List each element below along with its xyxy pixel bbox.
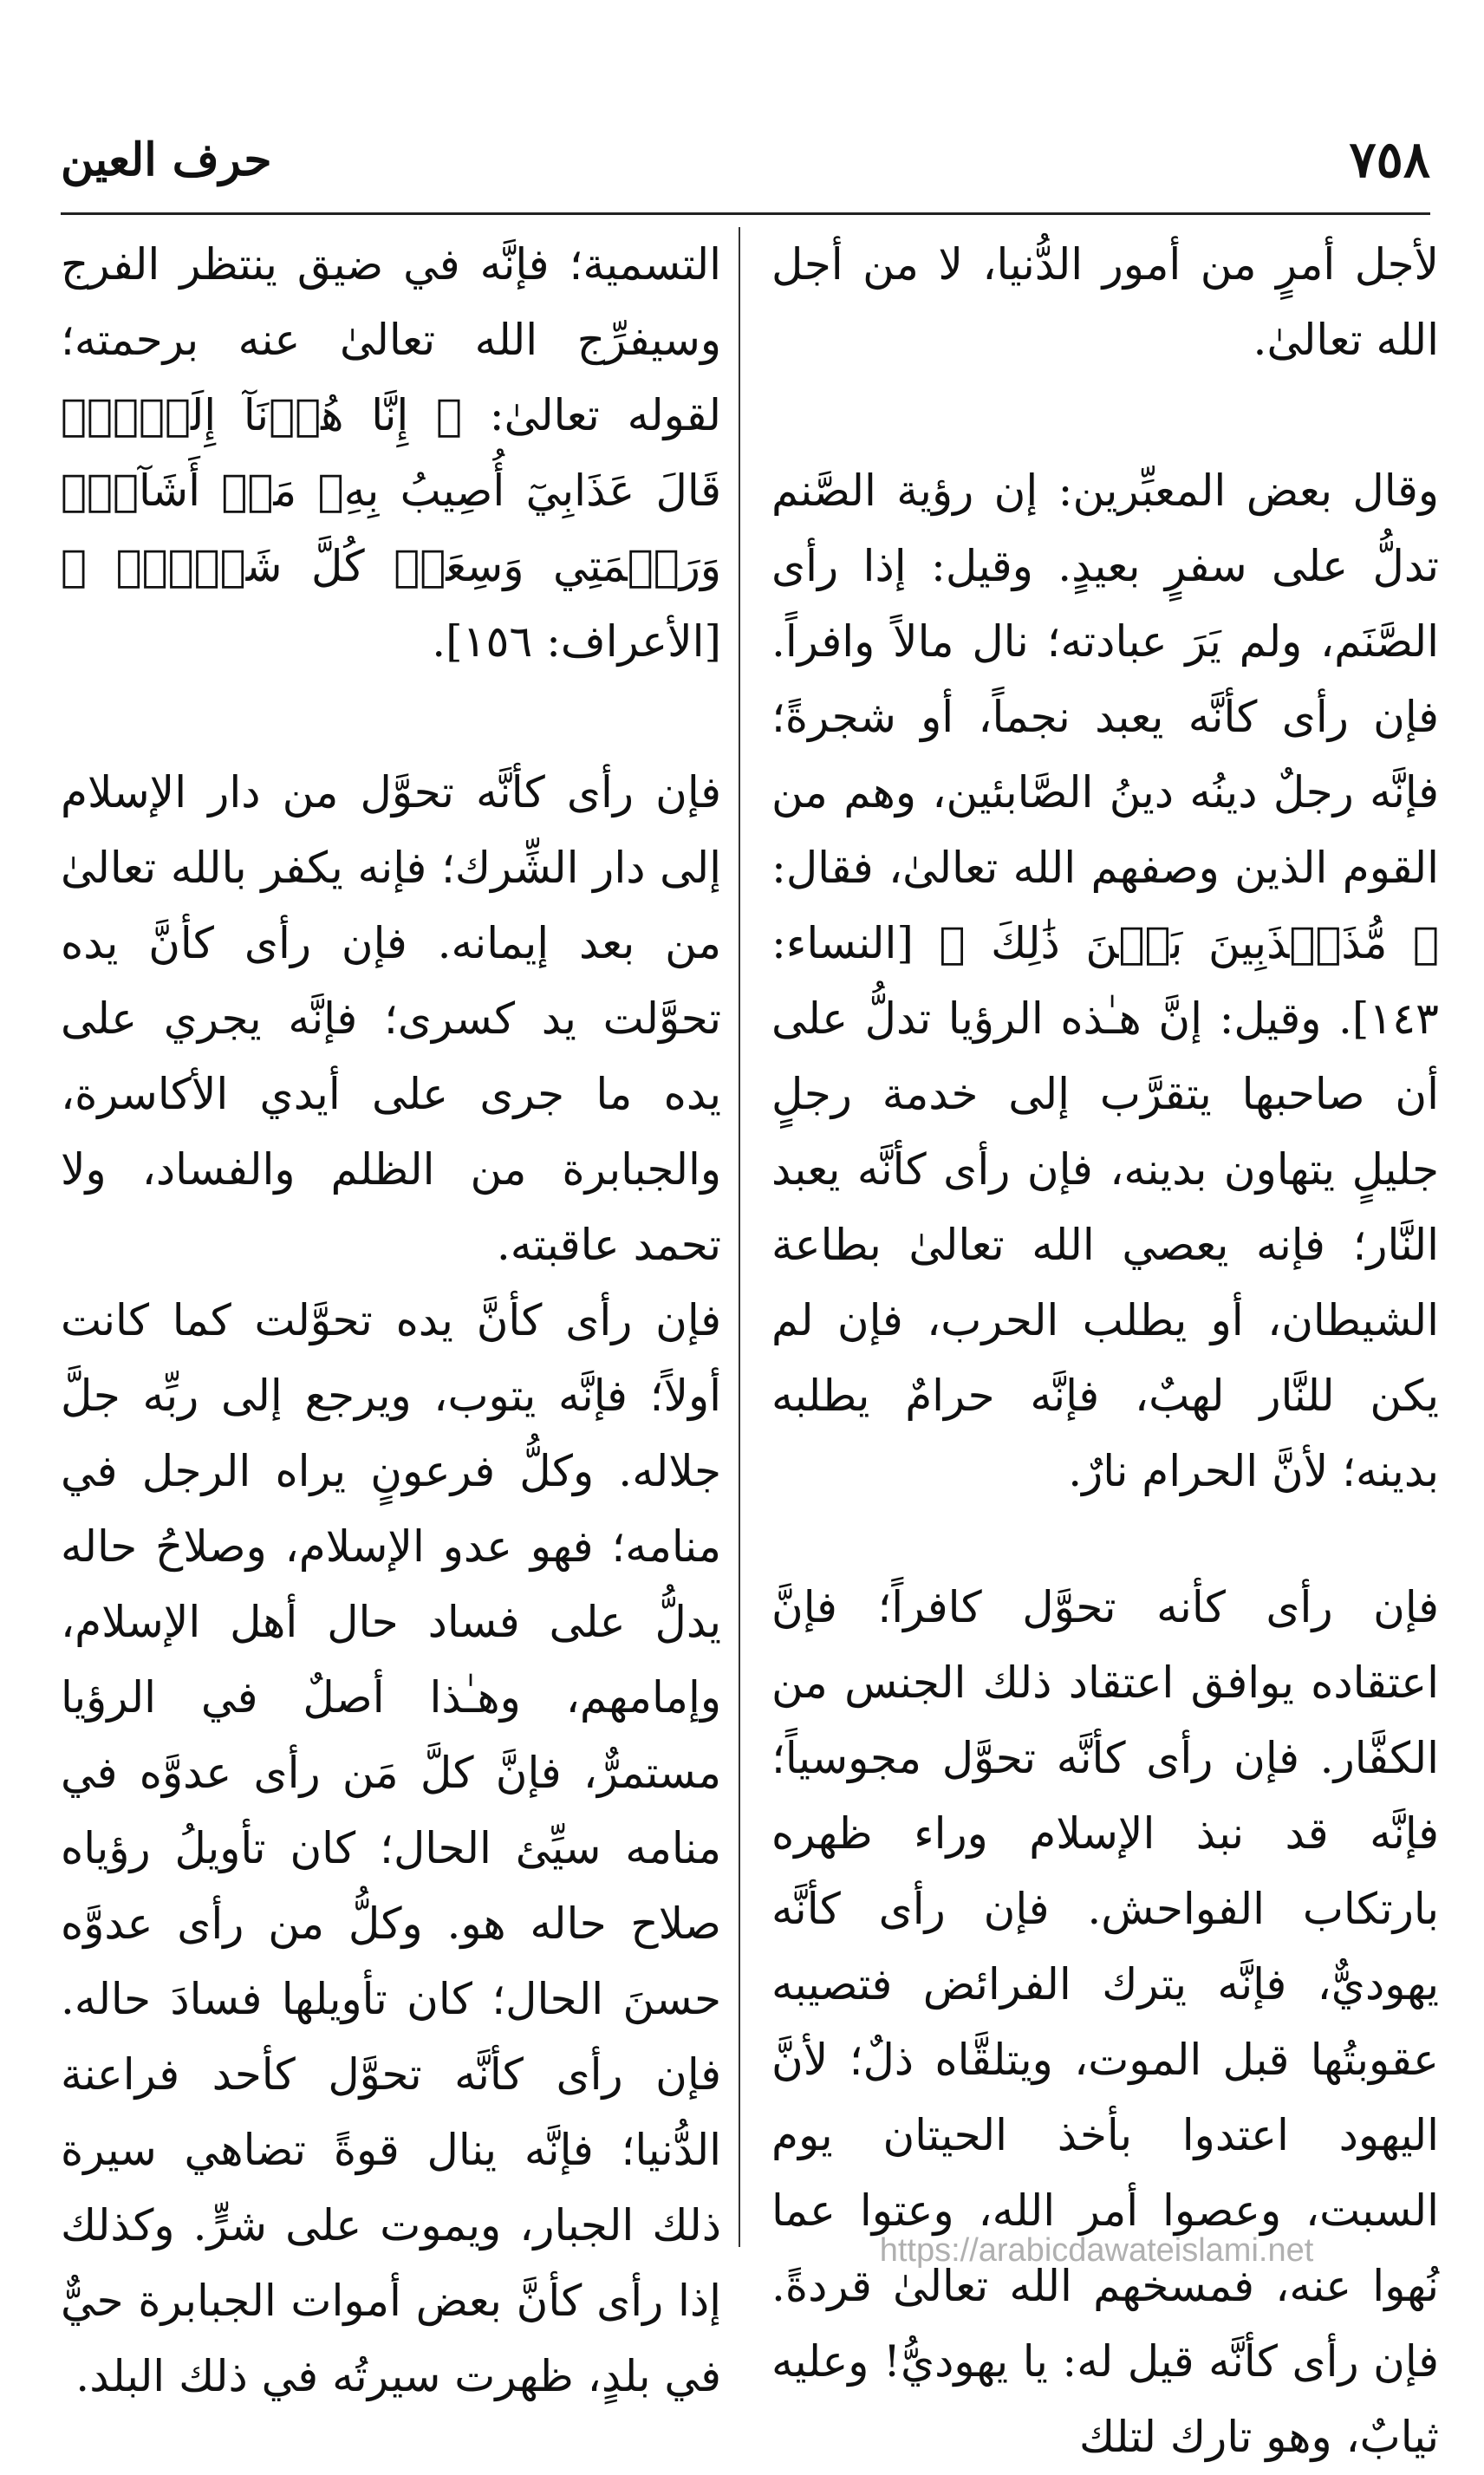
paragraph: فإن رأى كأنَّه تحوَّل من دار الإسلام إلى دار الشِّرك؛ فإنه يكفر بالله تعالىٰ من بعد إيمانه. فإن رأى كأنَّ يده تحوَّلت يد كسرى؛ فإنَّه يجري على يده ما جرى على أيدي الأكاسرة، والجبابرة من الظلم والفساد، ولا تحمد عاقبته. (61, 767, 721, 1270)
watermark-url: https://arabicdawateislami.net (879, 2232, 1314, 2269)
paragraph: فإن رأى كأنَّ يده تحوَّلت كما كانت أولاً؛ فإنَّه يتوب، ويرجع إلى ربِّه جلَّ جلاله. وكلُّ فرعونٍ يراه الرجل في منامه؛ فهو عدو الإسلام، وصلاحُ حاله يدلُّ على فساد حال أهل الإسلام، وإمامهم، وهـٰذا أصلٌ في الرؤيا مستمرٌّ، فإنَّ كلَّ مَن رأى عدوَّه في منامه سيِّئ الحال؛ كان تأويلُ رؤياه صلاح حاله هو. وكلُّ من رأى عدوَّه حسنَ الحال؛ كان تأويلها فسادَ حاله. فإن رأى كأنَّه تحوَّل كأحد فراعنة الدُّنيا؛ فإنَّه ينال قوةً تضاهي سيرة ذلك الجبار، ويموت على شرٍّ. وكذلك إذا رأى كأنَّ بعض أموات الجبابرة حيٌّ في بلدٍ، ظهرت سيرتُه في ذلك البلد. (61, 1295, 721, 2401)
paragraph-gap (61, 680, 721, 755)
paragraph: التسمية؛ فإنَّه في ضيق ينتظر الفرج وسيفرِّج الله تعالىٰ عنه برحمته؛ لقوله تعالىٰ: ﴿ إِنَّا هُدۡنَآ إِلَيۡكَۚ قَالَ عَذَابِيٓ أُصِيبُ بِهِۦ مَنۡ أَشَآءُۖ وَرَحۡمَتِي وَسِعَتۡ كُلَّ شَيۡءٖۚ ﴾ [الأعراف: ١٥٦]. (61, 239, 721, 667)
right-column (771, 227, 1439, 2475)
paragraph-gap (771, 1509, 1439, 1570)
paragraph: فإن رأى كأنه تحوَّل كافراً؛ فإنَّ اعتقاده يوافق اعتقاد ذلك الجنس من الكفَّار. فإن رأى كأنَّه تحوَّل مجوسياً؛ فإنَّه قد نبذ الإسلام وراء ظهره بارتكاب الفواحش. فإن رأى كأنَّه يهوديٌّ، فإنَّه يترك الفرائض فتصيبه عقوبتُها قبل الموت، ويتلقَّاه ذلٌ؛ لأنَّ اليهود اعتدوا بأخذ الحيتان يوم السبت، وعصوا أمر الله، وعتوا عما نُهوا عنه، فمسخهم الله تعالىٰ قردةً. فإن رأى كأنَّه قيل له: يا يهوديُّ! وعليه ثيابٌ، وهو تارك لتلك (771, 1582, 1439, 2462)
running-title: حرف العين (61, 134, 272, 186)
column-divider (739, 227, 740, 2247)
left-column (61, 227, 721, 2414)
paragraph: لأجل أمرٍ من أمور الدُّنيا، لا من أجل الله تعالىٰ. (771, 239, 1439, 365)
paragraph-gap (771, 378, 1439, 453)
page-number: ٧٥٨ (1349, 130, 1430, 189)
page-header (61, 130, 1430, 208)
paragraph: وقال بعض المعبِّرين: إن رؤية الصَّنم تدلُّ على سفرٍ بعيدٍ. وقيل: إذا رأى الصَّنَم، ولم يَرَ عبادته؛ نال مالاً وافراً. فإن رأى كأنَّه يعبد نجماً، أو شجرةً؛ فإنَّه رجلٌ دينُه دينُ الصَّابئين، وهم من القوم الذين وصفهم الله تعالىٰ، فقال: ﴿ مُّذَبۡذَبِينَ بَيۡنَ ذَٰلِكَ ﴾ [النساء: ١٤٣]. وقيل: إنَّ هـٰذه الرؤيا تدلُّ على أن صاحبها يتقرَّب إلى خدمة رجلٍ جليلٍ يتهاون بدينه، فإن رأى كأنَّه يعبد النَّار؛ فإنه يعصي الله تعالىٰ بطاعة الشيطان، أو يطلب الحرب، فإن لم يكن للنَّار لهبٌ، فإنَّه حرامٌ يطلبه بدينه؛ لأنَّ الحرام نارٌ. (771, 466, 1439, 1496)
header-divider (61, 212, 1430, 215)
